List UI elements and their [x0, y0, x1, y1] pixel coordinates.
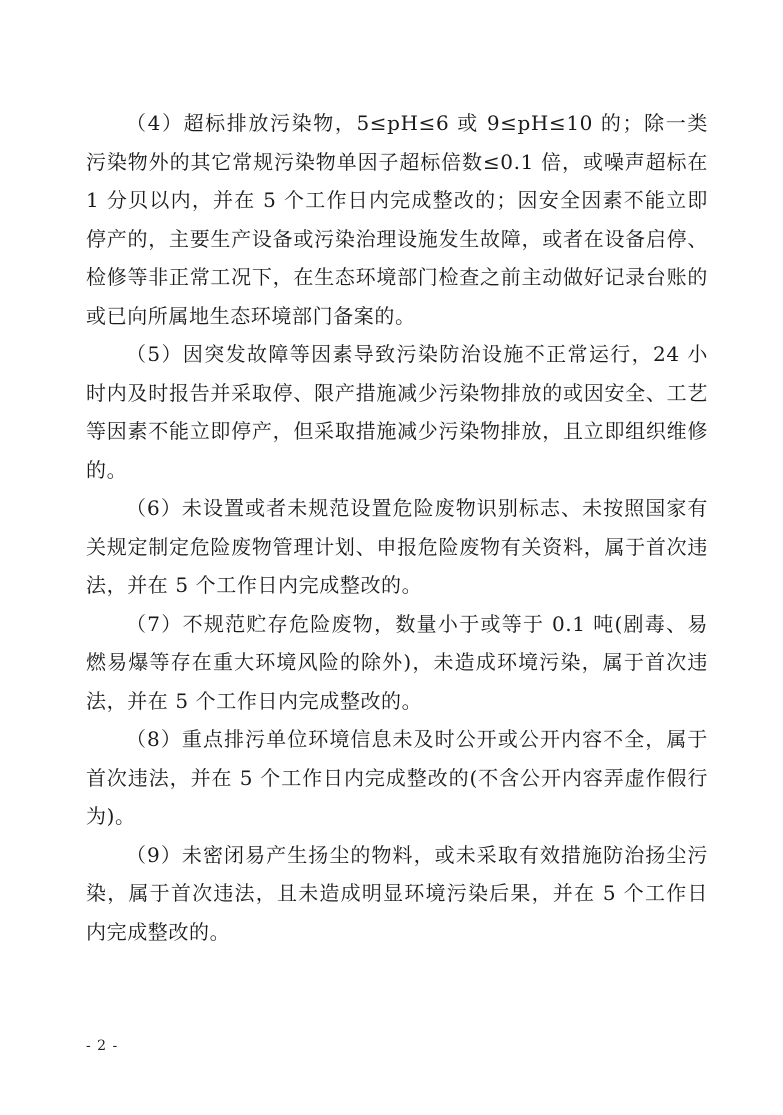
page-number: - 2 -: [86, 1038, 119, 1054]
paragraph-item-9: （9）未密闭易产生扬尘的物料，或未采取有效措施防治扬尘污染，属于首次违法，且未造成明显环境污染后果，并在 5 个工作日内完成整改的。: [86, 842, 708, 944]
paragraph-item-8: （8）重点排污单位环境信息未及时公开或公开内容不全，属于首次违法，并在 5 个工作日内完成整改的(不含公开内容弄虚作假行为)。: [86, 727, 708, 828]
paragraph-item-7: （7）不规范贮存危险废物，数量小于或等于 0.1 吨(剧毒、易燃易爆等存在重大环境风险的除外)，未造成环境污染，属于首次违法，并在 5 个工作日内完成整改的。: [86, 611, 708, 713]
paragraph-item-6: （6）未设置或者未规范设置危险废物识别标志、未按照国家有关规定制定危险废物管理计划、申报危险废物有关资料，属于首次违法，并在 5 个工作日内完成整改的。: [86, 496, 708, 597]
paragraph-item-5: （5）因突发故障等因素导致污染防治设施不正常运行，24 小时内及时报告并采取停、限产措施减少污染物排放的或因安全、工艺等因素不能立即停产，但采取措施减少污染物排放，且立即组织维修的。: [86, 342, 708, 482]
paragraph-item-4: （4）超标排放污染物，5≤pH≤6 或 9≤pH≤10 的；除一类污染物外的其它常规污染物单因子超标倍数≤0.1 倍，或噪声超标在 1 分贝以内，并在 5 个工作日内完成整改的；因安全因素不能立即停产的，主要生产设备或污染治理设施发生故障，或者在设备启停、检修等非正常工况下，在生态环境部门检查之前主动做好记录台账的或已向所属地生态环境部门备案的。: [86, 111, 708, 328]
document-body: [86, 104, 708, 951]
